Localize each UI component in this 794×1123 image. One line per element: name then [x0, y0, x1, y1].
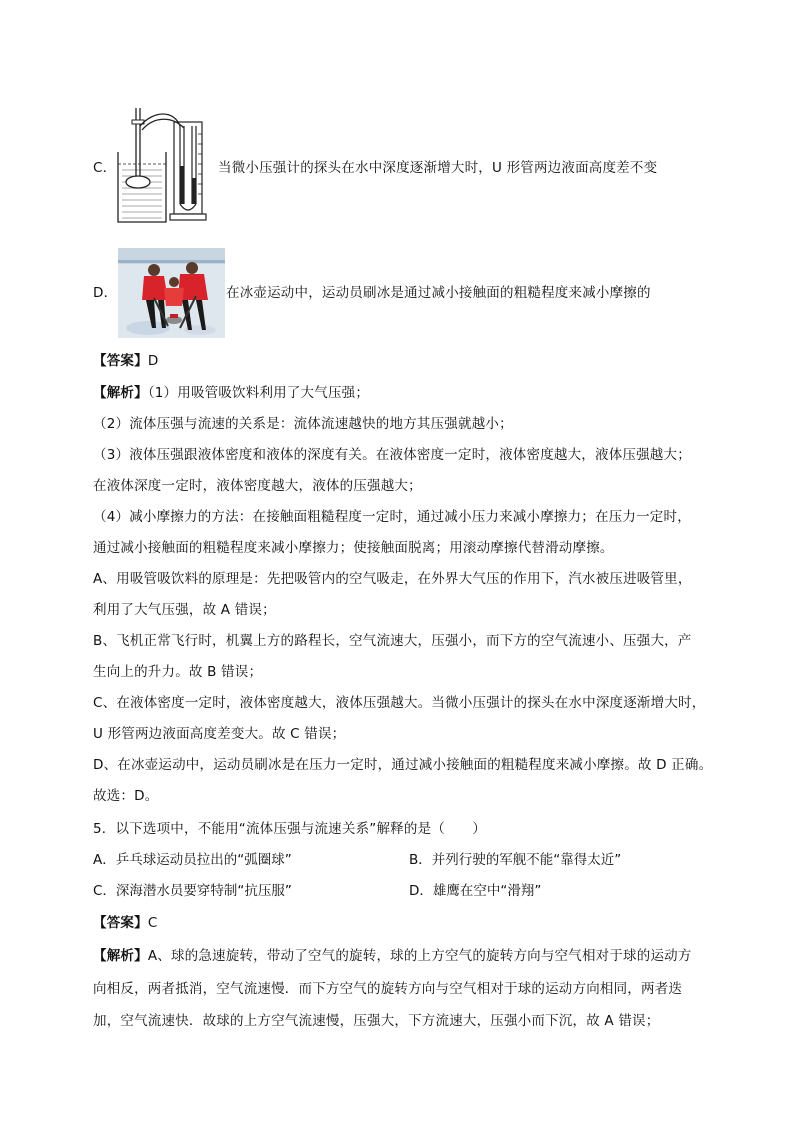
q5-analysis-line: 加，空气流速快．故球的上方空气流速慢，压强大，下方流速大，压强小而下沉，故 A 错误；	[93, 1013, 660, 1029]
curling-photo	[118, 248, 225, 338]
answer-value: C	[147, 915, 158, 931]
q4-analysis-line: U 形管两边液面高度差变大。故 C 错误；	[93, 726, 346, 742]
q5-analysis-line-1: 【解析】A、球的急速旋转，带动了空气的旋转，球的上方空气的旋转方向与空气相对于球的运动方	[93, 948, 692, 964]
q4-analysis-line: D、在冰壶运动中，运动员刷冰是在压力一定时，通过减小接触面的粗糙程度来减小摩擦。故 D 正确。	[93, 757, 713, 773]
q4-analysis-line: （4）减小摩擦力的方法：在接触面粗糙程度一定时，通过减小压力来减小摩擦力；在压力一定时，	[93, 509, 691, 525]
q5-option-d: D．雄鹰在空中“滑翔”	[409, 883, 542, 899]
q5-option-b: B．并列行驶的军舰不能“靠得太近”	[409, 852, 622, 868]
q5-analysis-line: 向相反，两者抵消，空气流速慢．而下方空气的旋转方向与空气相对于球的运动方向相同，两者迭	[93, 981, 683, 997]
q4-analysis-line: 通过减小接触面的粗糙程度来减小摩擦力；使接触面脱离；用滚动摩擦代替滑动摩擦。	[93, 540, 614, 556]
q5-answer	[93, 913, 157, 933]
q4-analysis-line: A、用吸管吸饮料的原理是：先把吸管内的空气吸走，在外界大气压的作用下，汽水被压进吸管里，	[93, 571, 692, 587]
analysis-label: 【解析】	[93, 948, 148, 964]
option-c-letter: C．	[93, 160, 117, 176]
q5-stem: 5．以下选项中，不能用“流体压强与流速关系”解释的是（ ）	[93, 821, 487, 837]
analysis-label: 【解析】	[93, 385, 148, 401]
q4-analysis-line: 生向上的升力。故 B 错误；	[93, 664, 263, 680]
q4-analysis-line: 在液体深度一定时，液体密度越大，液体的压强越大；	[93, 478, 422, 494]
q5-option-a: A．乒乓球运动员拉出的“弧圈球”	[93, 852, 292, 868]
option-c-text: 当微小压强计的探头在水中深度逐渐增大时，U 形管两边液面高度差不变	[218, 160, 658, 176]
q4-analysis-line: B、飞机正常飞行时，机翼上方的路程长，空气流速大，压强小，而下方的空气流速小、压强大，产	[93, 633, 692, 649]
q4-analysis-line: （3）液体压强跟液体密度和液体的深度有关。在液体密度一定时，液体密度越大，液体压强越大；	[93, 447, 691, 463]
q4-analysis-line: （2）流体压强与流速的关系是：流体流速越快的地方其压强就越小；	[93, 416, 513, 432]
q4-answer	[93, 351, 158, 371]
answer-value: D	[147, 353, 159, 369]
option-d-letter: D．	[93, 285, 118, 301]
q4-analysis-line: 利用了大气压强，故 A 错误；	[93, 602, 276, 618]
answer-label: 【答案】	[93, 353, 148, 369]
q4-analysis-line: 故选：D。	[93, 788, 159, 804]
q4-analysis-line-1: 【解析】（1）用吸管吸饮料利用了大气压强；	[93, 385, 370, 401]
option-d-text: 在冰壶运动中，运动员刷冰是通过减小接触面的粗糙程度来减小摩擦的	[226, 285, 651, 301]
q4-analysis-line: C、在液体密度一定时，液体密度越大，液体压强越大。当微小压强计的探头在水中深度逐渐增大时，	[93, 695, 706, 711]
q5-option-c: C．深海潜水员要穿特制“抗压服”	[93, 883, 292, 899]
answer-label: 【答案】	[93, 915, 148, 931]
manometer-figure	[114, 104, 220, 228]
